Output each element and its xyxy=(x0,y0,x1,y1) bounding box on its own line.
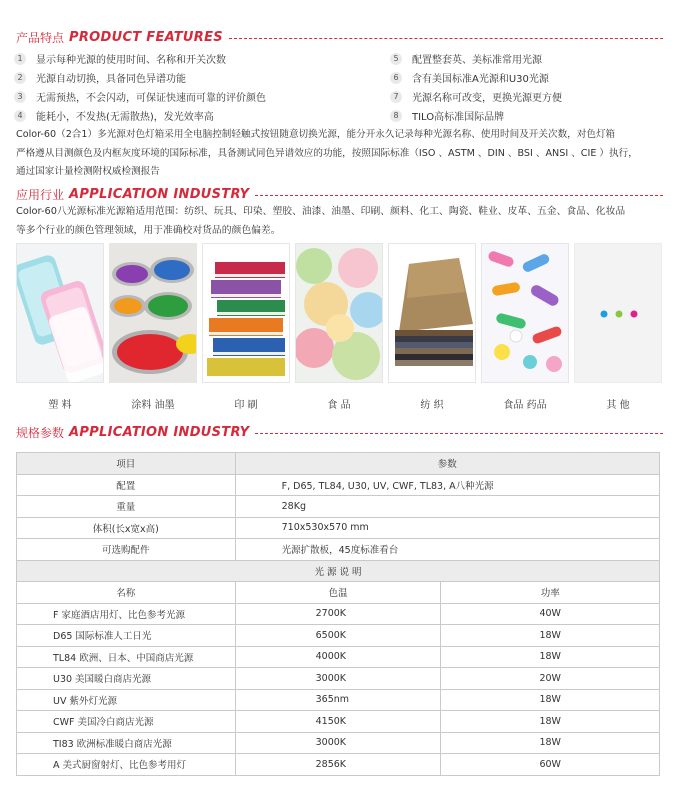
light-name: D65 国际标准人工日光 xyxy=(17,625,236,647)
application-heading xyxy=(16,185,663,203)
feature-number: 2 xyxy=(14,72,26,84)
industry-label: 食 品 xyxy=(327,400,351,411)
feature-number: 3 xyxy=(14,91,26,103)
specs-title-en: APPLICATION INDUSTRY xyxy=(69,424,250,440)
feature-item xyxy=(390,70,549,85)
color-temperature: 3000K xyxy=(235,668,441,690)
description-line: Color-60（2合1）多光源对色灯箱采用全电脑控制轻触式按钮随意切换光源，能分开永久记录每种光源名称、使用时间及开关次数，对色灯箱 xyxy=(16,129,616,140)
spec-value: 光源扩散板，45度标准看台 xyxy=(235,539,659,561)
books-icon xyxy=(203,244,290,383)
feature-text: 配置整套英、美标准常用光源 xyxy=(412,55,542,66)
column-header: 名称 xyxy=(17,582,236,604)
power: 20W xyxy=(441,668,660,690)
power: 60W xyxy=(441,754,660,776)
table-header-row xyxy=(17,453,660,475)
paint-ink-image xyxy=(109,243,197,383)
industry-label: 印 刷 xyxy=(234,400,258,411)
feature-text: 无需预热，不会闪动，可保证快速而可靠的评价颜色 xyxy=(36,93,266,104)
color-temperature: 365nm xyxy=(235,689,441,711)
feature-number: 8 xyxy=(390,110,402,122)
spec-key: 配置 xyxy=(17,474,236,496)
color-temperature: 2700K xyxy=(235,603,441,625)
column-header: 色温 xyxy=(235,582,441,604)
industry-label: 纺 织 xyxy=(420,400,444,411)
column-header: 参数 xyxy=(235,453,659,475)
heading-divider xyxy=(255,433,663,434)
industry-label: 塑 料 xyxy=(48,400,72,411)
description-line: 通过国家计量检测附权威检测报告 xyxy=(16,166,160,177)
table-row xyxy=(17,474,660,496)
spec-key: 体积(长x宽x高) xyxy=(17,517,236,539)
industry-image-grid xyxy=(16,243,660,383)
description-line: 等多个行业的颜色管理领域，用于准确校对货品的颜色偏差。 xyxy=(16,224,281,236)
description-line: 严格遵从目测颜色及内框灰度环境的国际标准，具备测试同色异谱效应的功能，按照国际标准（ISO 、ASTM 、DIN 、BSI 、ANSI 、CIE ）执行， xyxy=(16,147,638,159)
light-section-row xyxy=(17,560,660,582)
feature-item xyxy=(14,51,226,66)
spec-value: 28Kg xyxy=(235,496,659,518)
other-image xyxy=(574,243,662,383)
fabric-stack-icon xyxy=(389,244,476,383)
feature-text: TILO高标准国际品牌 xyxy=(412,112,505,123)
textile-image xyxy=(388,243,476,383)
power: 18W xyxy=(441,711,660,733)
light-row xyxy=(17,646,660,668)
feature-number: 5 xyxy=(390,53,402,65)
light-name: CWF 美国冷白商店光源 xyxy=(17,711,236,733)
plastics-image xyxy=(16,243,104,383)
light-name: A 美式厨窗射灯、比色参考用灯 xyxy=(17,754,236,776)
spec-value: F, D65, TL84, U30, UV, CWF, TL83, A八种光源 xyxy=(235,474,659,496)
feature-text: 光源名称可改变，更换光源更方便 xyxy=(412,93,562,104)
column-header: 项目 xyxy=(17,453,236,475)
pills-icon xyxy=(482,244,569,383)
light-name: U30 美国暖白商店光源 xyxy=(17,668,236,690)
light-header-row xyxy=(17,582,660,604)
paint-can-icon xyxy=(110,244,197,383)
application-title-en: APPLICATION INDUSTRY xyxy=(69,186,250,202)
feature-text: 含有美国标准A光源和U30光源 xyxy=(412,74,549,85)
light-row xyxy=(17,625,660,647)
table-row xyxy=(17,496,660,518)
industry-label: 其 他 xyxy=(606,400,630,411)
color-temperature: 4000K xyxy=(235,646,441,668)
feature-number: 7 xyxy=(390,91,402,103)
heading-divider xyxy=(255,195,663,196)
feature-item xyxy=(390,89,562,104)
spec-key: 可选购配件 xyxy=(17,539,236,561)
color-temperature: 6500K xyxy=(235,625,441,647)
light-section-title: 光 源 说 明 xyxy=(17,560,660,582)
light-row xyxy=(17,732,660,754)
other-dots-icon xyxy=(575,244,662,383)
candy-icon xyxy=(296,244,383,383)
light-row xyxy=(17,668,660,690)
light-row xyxy=(17,603,660,625)
spec-key: 重量 xyxy=(17,496,236,518)
industry-label: 食品 药品 xyxy=(503,400,547,411)
application-description xyxy=(16,203,625,240)
spec-table xyxy=(16,452,660,776)
application-title-cn: 应用行业 xyxy=(16,187,65,202)
feature-item xyxy=(14,108,214,123)
printing-image xyxy=(202,243,290,383)
light-row xyxy=(17,711,660,733)
table-row xyxy=(17,539,660,561)
feature-item xyxy=(390,51,542,66)
spec-value: 710x530x570 mm xyxy=(235,517,659,539)
light-row xyxy=(17,754,660,776)
feature-number: 4 xyxy=(14,110,26,122)
color-temperature: 3000K xyxy=(235,732,441,754)
phone-case-icon xyxy=(17,244,104,383)
industry-label: 涂料 油墨 xyxy=(131,400,175,411)
power: 18W xyxy=(441,732,660,754)
food-medicine-image xyxy=(481,243,569,383)
feature-text: 能耗小，不发热(无需散热)，发光效率高 xyxy=(36,112,214,123)
feature-text: 显示每种光源的使用时间、名称和开关次数 xyxy=(36,55,226,66)
light-row xyxy=(17,689,660,711)
table-row xyxy=(17,517,660,539)
power: 18W xyxy=(441,689,660,711)
specs-title-cn: 规格参数 xyxy=(16,425,65,440)
heading-divider xyxy=(229,38,663,39)
power: 18W xyxy=(441,646,660,668)
feature-item xyxy=(14,89,266,104)
description-line: Color-60八光源标准光源箱适用范围：纺织、玩具、印染、塑胶、油漆、油墨、印刷、颜料、化工、陶瓷、鞋业、皮革、五金、食品、化妆品 xyxy=(16,206,626,217)
light-name: TI83 欧洲标准暖白商店光源 xyxy=(17,732,236,754)
power: 18W xyxy=(441,625,660,647)
features-description xyxy=(16,126,638,182)
light-name: F 家庭酒店用灯、比色参考光源 xyxy=(17,603,236,625)
color-temperature: 4150K xyxy=(235,711,441,733)
column-header: 功率 xyxy=(441,582,660,604)
features-title-en: PRODUCT FEATURES xyxy=(69,29,223,45)
color-temperature: 2856K xyxy=(235,754,441,776)
feature-item xyxy=(390,108,504,123)
feature-number: 1 xyxy=(14,53,26,65)
features-heading xyxy=(16,28,663,46)
specs-heading xyxy=(16,423,663,441)
food-image xyxy=(295,243,383,383)
feature-text: 光源自动切换，具备同色异谱功能 xyxy=(36,74,186,85)
feature-item xyxy=(14,70,186,85)
feature-number: 6 xyxy=(390,72,402,84)
light-name: UV 紫外灯光源 xyxy=(17,689,236,711)
power: 40W xyxy=(441,603,660,625)
light-name: TL84 欧洲、日本、中国商店光源 xyxy=(17,646,236,668)
features-title-cn: 产品特点 xyxy=(16,30,65,45)
